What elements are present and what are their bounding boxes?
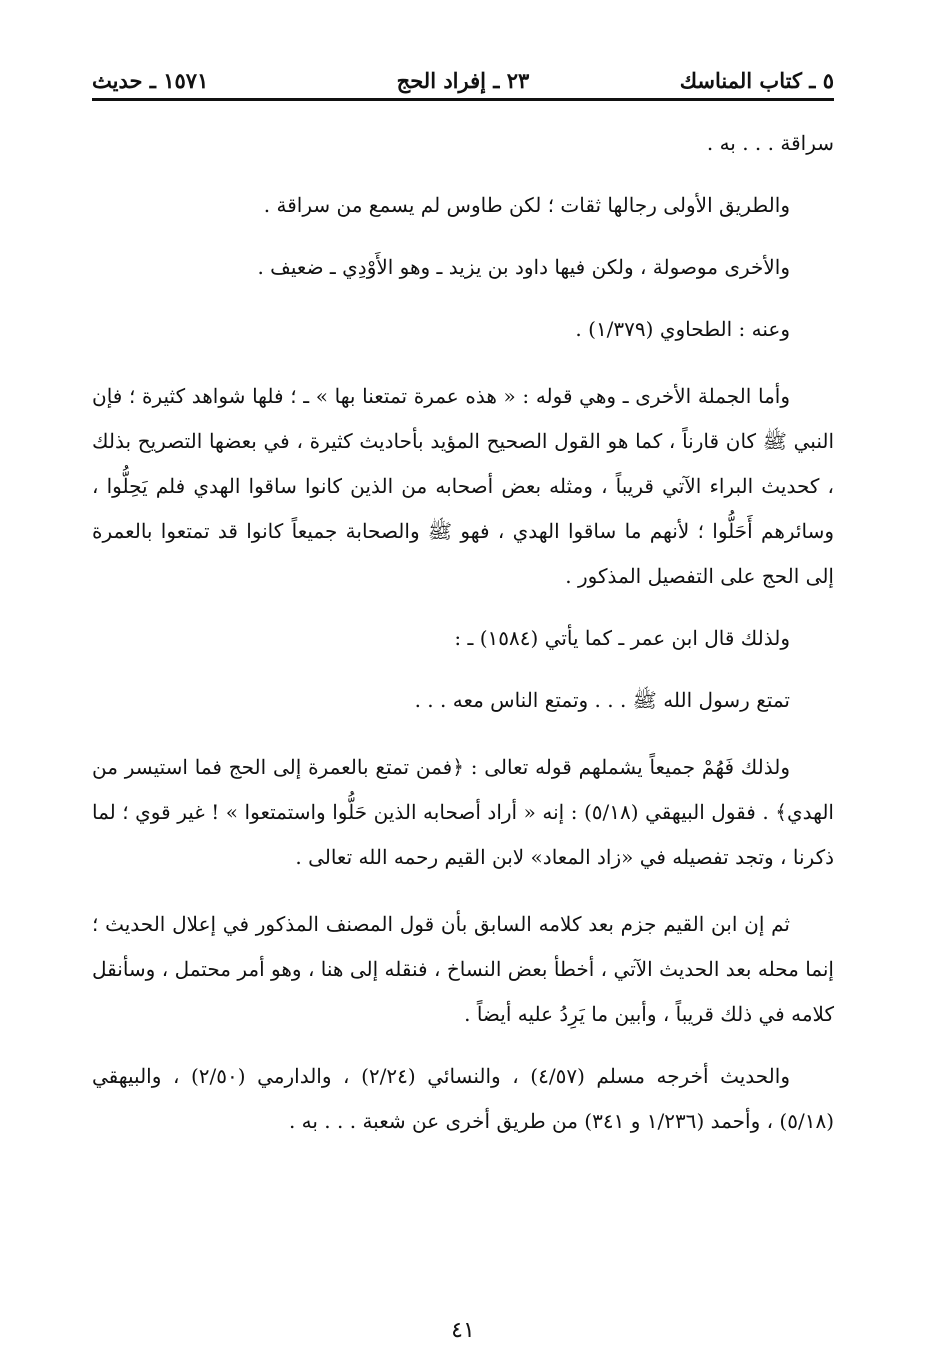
paragraph-4: وعنه : الطحاوي (١/٣٧٩) . [575, 317, 790, 341]
header-section: ٢٣ ـ إفراد الحج [396, 68, 530, 93]
paragraph-2: والطريق الأولى رجالها ثقات ؛ لكن طاوس لم يسمع من سراقة . [263, 193, 790, 217]
paragraph-10: والحديث أخرجه مسلم (٤/٥٧) ، والنسائي (٢/٢٤) ، والدارمي (٢/٥٠) ، والبيهقي (٥/١٨) ، وأحمد (١/٢٣٦ و ٣٤١) من طريق أخرى عن شعبة . . . به . [92, 1064, 834, 1133]
header-hadith-number: ١٥٧١ ـ حديث [92, 68, 209, 93]
paragraph-5: وأما الجملة الأخرى ـ وهي قوله : « هذه عمرة تمتعنا بها » ـ ؛ فلها شواهد كثيرة ؛ فإن النبي ﷺ كان قارناً ، كما هو القول الصحيح المؤيد بأحاديث كثيرة ، في بعضها التصريح بذلك ، كحديث البراء الآتي قريباً ، ومثله بعض أصحابه من الذين كانوا ساقوا الهدي فلم يَحِلُّوا ، وسائرهم أَحَلُّوا ؛ لأنهم ما ساقوا الهدي ، فهو ﷺ والصحابة جميعاً كانوا قد تمتعوا بالعمرة إلى الحج على التفصيل المذكور . [92, 384, 834, 588]
header-chapter: ٥ ـ كتاب المناسك [679, 68, 834, 93]
paragraph-1: سراقة . . . به . [706, 131, 834, 155]
paragraph-6: ولذلك قال ابن عمر ـ كما يأتي (١٥٨٤) ـ : [454, 626, 790, 650]
paragraph-3: والأخرى موصولة ، ولكن فيها داود بن يزيد ـ وهو الأَوْدِي ـ ضعيف . [257, 255, 790, 279]
paragraph-8: ولذلك فَهُمْ جميعاً يشملهم قوله تعالى : ﴿فمن تمتع بالعمرة إلى الحج فما استيسر من الهدي﴾ . فقول البيهقي (٥/١٨) : إنه « أراد أصحابه الذين حَلُّوا واستمتعوا » ! غير قوي ؛ لما ذكرنا ، وتجد تفصيله في «زاد المعاد» لابن القيم رحمه الله تعالى . [92, 755, 834, 869]
page-number: ٤١ [451, 1318, 475, 1343]
running-header [92, 62, 834, 101]
paragraph-9: ثم إن ابن القيم جزم بعد كلامه السابق بأن قول المصنف المذكور في إعلال الحديث ؛ إنما محله بعد الحديث الآتي ، أخطأ بعض النساخ ، فنقله إلى هنا ، وهو أمر محتمل ، وسأنقل كلامه في ذلك قريباً ، وأبين ما يَرِدُ عليه أيضاً . [92, 912, 834, 1026]
book-page [92, 62, 834, 1343]
paragraph-7: تمتع رسول الله ﷺ . . . وتمتع الناس معه . . . [414, 688, 790, 712]
page-body [92, 121, 834, 1144]
